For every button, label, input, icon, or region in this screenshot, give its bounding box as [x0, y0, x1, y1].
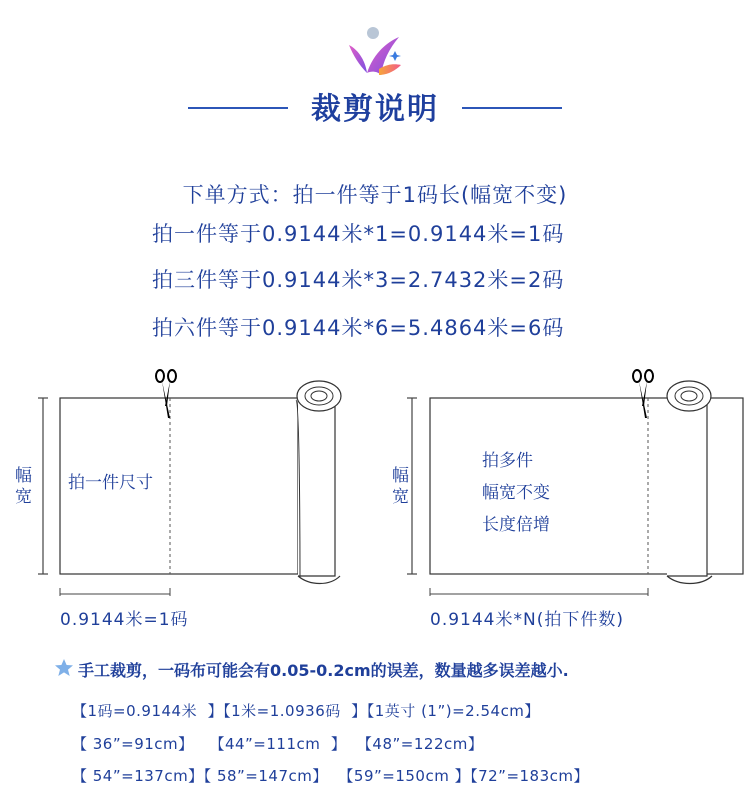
order-line-3: 拍三件等于0.9144米*3=2.7432米=2码	[152, 268, 565, 292]
left-inner-text: 拍一件尺寸	[68, 473, 153, 493]
conversion-row-2: 【 36”=91cm】 【44”=111cm 】 【48”=122cm】	[72, 735, 484, 753]
right-width-label: 幅宽	[388, 466, 408, 508]
order-line-1: 拍一件等于0.9144米*1=0.9144米=1码	[152, 222, 565, 246]
right-measure: 0.9144米*N(拍下件数)	[430, 610, 624, 630]
order-line-6: 拍六件等于0.9144米*6=5.4864米=6码	[152, 316, 565, 340]
title-right-rule	[462, 107, 562, 109]
page-title: 裁剪说明	[311, 92, 439, 127]
star-icon	[54, 658, 74, 678]
conversion-row-3: 【 54”=137cm】【 58”=147cm】 【59”=150cm 】【72”=183cm】	[72, 767, 590, 785]
left-fabric-diagram	[0, 356, 375, 596]
right-fabric-diagram	[375, 356, 750, 596]
right-inner-line-2: 幅宽不变	[482, 483, 550, 503]
left-width-label: 幅宽	[11, 466, 31, 508]
cutting-note: 手工裁剪，一码布可能会有0.05-0.2cm的误差，数量越多误差越小.	[78, 661, 569, 680]
conversion-row-1: 【1码=0.9144米 】【1米=1.0936码 】【1英寸 (1”)=2.54cm】	[72, 702, 540, 720]
left-measure: 0.9144米=1码	[60, 610, 189, 630]
order-method: 下单方式：拍一件等于1码长(幅宽不变)	[182, 183, 568, 207]
brand-logo-icon	[343, 25, 407, 81]
right-inner-line-1: 拍多件	[482, 451, 533, 471]
right-inner-line-3: 长度倍增	[482, 515, 550, 535]
